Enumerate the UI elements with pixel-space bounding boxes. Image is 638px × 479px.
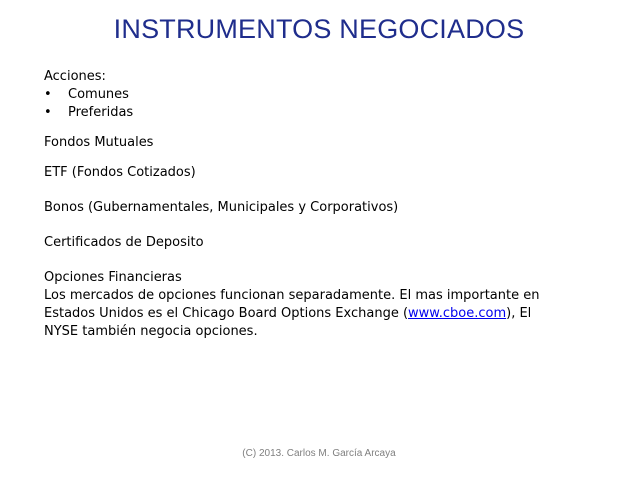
bullet-icon: • [44, 87, 52, 102]
cboe-link[interactable]: www.cboe.com [408, 306, 507, 321]
list-item [44, 104, 604, 122]
fondos-mutuales-item: Fondos Mutuales [44, 135, 154, 150]
certificados-item: Certificados de Deposito [44, 235, 204, 250]
slide-content [44, 68, 604, 341]
bonos-item: Bonos (Gubernamentales, Municipales y Corporativos) [44, 200, 399, 215]
page-title: INSTRUMENTOS NEGOCIADOS [113, 14, 525, 44]
footer-copyright: (C) 2013. Carlos M. García Arcaya [242, 448, 396, 459]
acciones-list [44, 86, 604, 122]
opciones-text-before-link: Los mercados de opciones funcionan separadamente. El mas importante en Estados Unidos es el Chicago Board Options Exchange ( [44, 288, 540, 321]
acciones-heading: Acciones: [44, 69, 106, 84]
opciones-text-after-link: ), El NYSE también negocia opciones. [44, 306, 532, 339]
opciones-description [44, 287, 544, 341]
etf-item: ETF (Fondos Cotizados) [44, 165, 196, 180]
list-item-label: Comunes [68, 87, 129, 102]
opciones-heading: Opciones Financieras [44, 270, 182, 285]
list-item [44, 86, 604, 104]
list-item-label: Preferidas [68, 105, 134, 120]
bullet-icon: • [44, 105, 52, 120]
